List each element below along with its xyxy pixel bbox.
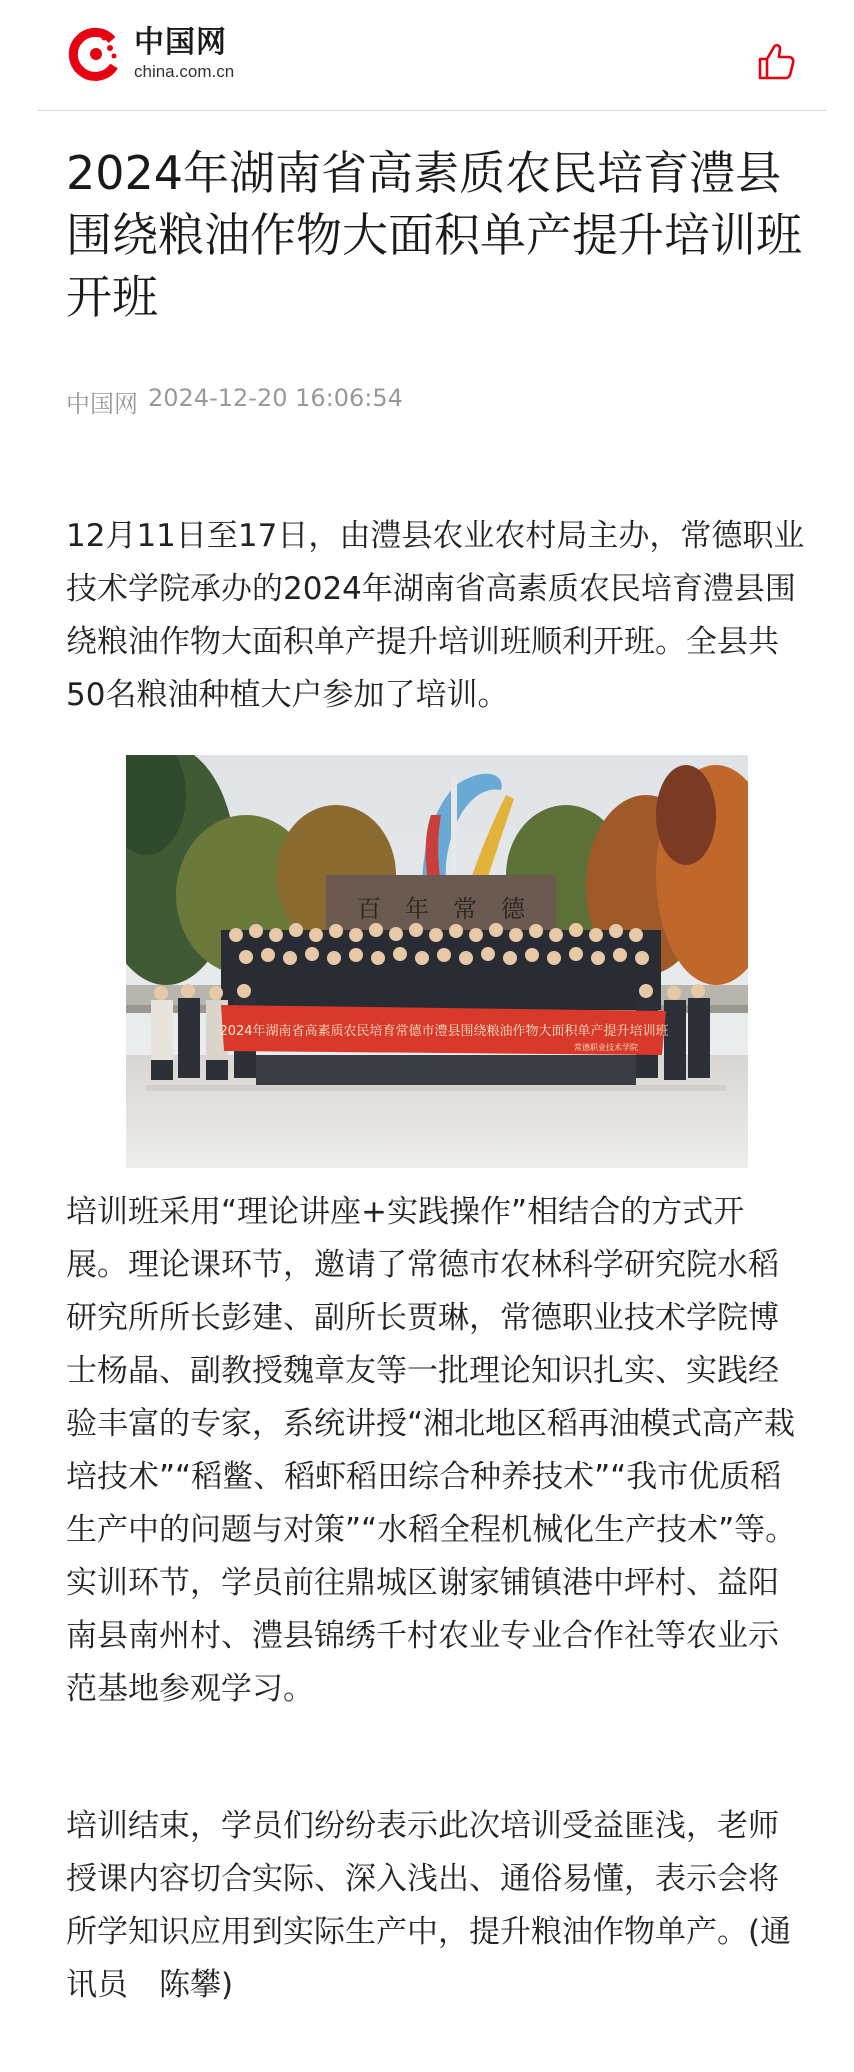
- article-paragraph: 12月11日至17日，由澧县农业农村局主办，常德职业技术学院承办的2024年湖南省高素质农民培育澧县围绕粮油作物大面积单产提升培训班顺利开班。全县共50名粮油种植大户参加了培训。: [66, 518, 805, 713]
- banner-subtext: 常德职业技术学院: [574, 1043, 638, 1052]
- article-source: 中国网: [66, 390, 138, 418]
- article-paragraph: 培训班采用“理论讲座+实践操作”相结合的方式开展。理论课环节，邀请了常德市农林科学研究院水稻研究所所长彭建、副所长贾琳，常德职业技术学院博士杨晶、副教授魏章友等一批理论知识扎实、实践经验丰富的专家，系统讲授“湘北地区稻再油模式高产栽培技术”“稻鳖、稻虾稻田综合种养技术”“我市优质稻生产中的问题与对策”“水稻全程机械化生产技术”等。实训环节，学员前往鼎城区谢家铺镇港中坪村、益阳南县南州村、澧县锦绣千村农业专业合作社等农业示范基地参观学习。: [66, 1194, 797, 1707]
- article-photo: [126, 755, 748, 1168]
- logo-domain: china.com.cn: [134, 62, 235, 81]
- thumbs-up-icon[interactable]: [754, 40, 798, 84]
- article-meta: [66, 384, 403, 419]
- logo-chinese-name: 中国网: [134, 25, 227, 60]
- training-banner: [219, 1005, 668, 1055]
- site-logo[interactable]: [68, 22, 234, 86]
- monument-text: 百 年 常 德: [357, 895, 525, 923]
- article-datetime: 2024-12-20 16:06:54: [148, 384, 403, 412]
- banner-text: 2024年湖南省高素质农民培育常德市澧县围绕粮油作物大面积单产提升培训班: [219, 1024, 669, 1039]
- site-header: [38, 0, 826, 111]
- article-paragraph: 培训结束，学员们纷纷表示此次培训受益匪浅，老师授课内容切合实际、深入浅出、通俗易懂，表示会将所学知识应用到实际生产中，提升粮油作物单产。(通讯员 陈攀): [66, 1808, 792, 2003]
- article-title: 2024年湖南省高素质农民培育澧县围绕粮油作物大面积单产提升培训班开班: [66, 146, 802, 324]
- china-com-cn-logo-icon: [68, 26, 124, 82]
